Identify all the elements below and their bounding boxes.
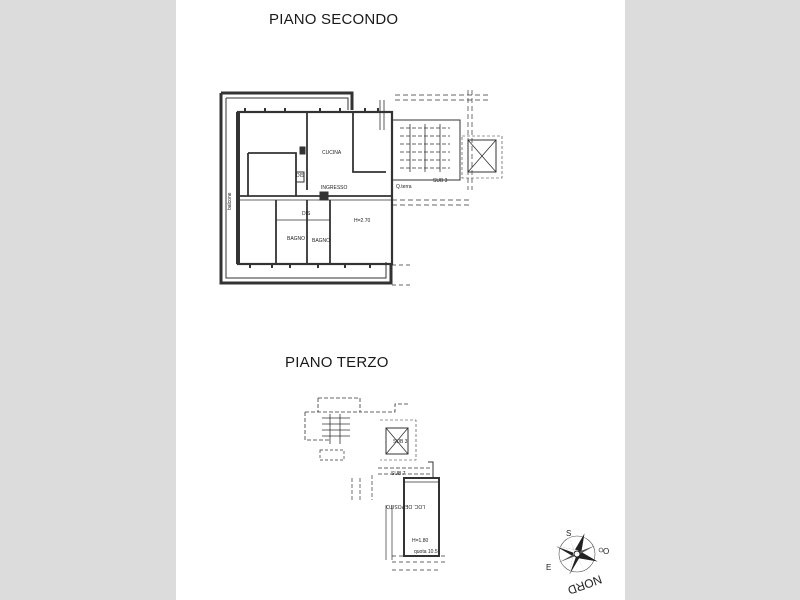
height-label: H=2.70 [354, 218, 371, 224]
dis-top-label: DIS [296, 173, 305, 179]
second-floor-title: PIANO SECONDO [269, 11, 399, 28]
compass-east-label: E [546, 563, 552, 572]
balcony-label: balcone [227, 192, 233, 210]
sub-label: SUB 3 [433, 178, 448, 184]
compass-west-label: O [603, 547, 610, 556]
bath-left-label: BAGNO [287, 236, 306, 242]
compass-south-label: S [566, 529, 572, 538]
level-label: quota 10.5 [414, 549, 438, 555]
second-floor-room-labels [227, 150, 448, 244]
stair-note-label: Q.terra [396, 184, 412, 190]
third-floor-title: PIANO TERZO [285, 354, 389, 371]
sub7-label: SUB 7 [391, 471, 406, 477]
compass-labels [546, 529, 609, 598]
dis-bottom-label: DIS [302, 211, 311, 217]
sub3-label: SUB 3 [393, 439, 408, 445]
compass-north-label: NORD [565, 572, 604, 598]
bath-right-label: BAGNO [312, 238, 331, 244]
entrance-label: INGRESSO [321, 185, 348, 191]
second-floor-plan [221, 90, 502, 285]
storage-height-label: H=1.80 [412, 538, 429, 544]
storage-label: LOC. DEPOSITO [386, 503, 425, 509]
third-floor-plan [305, 398, 445, 570]
third-floor-room-labels [386, 439, 438, 555]
kitchen-label: CUCINA [322, 150, 342, 156]
